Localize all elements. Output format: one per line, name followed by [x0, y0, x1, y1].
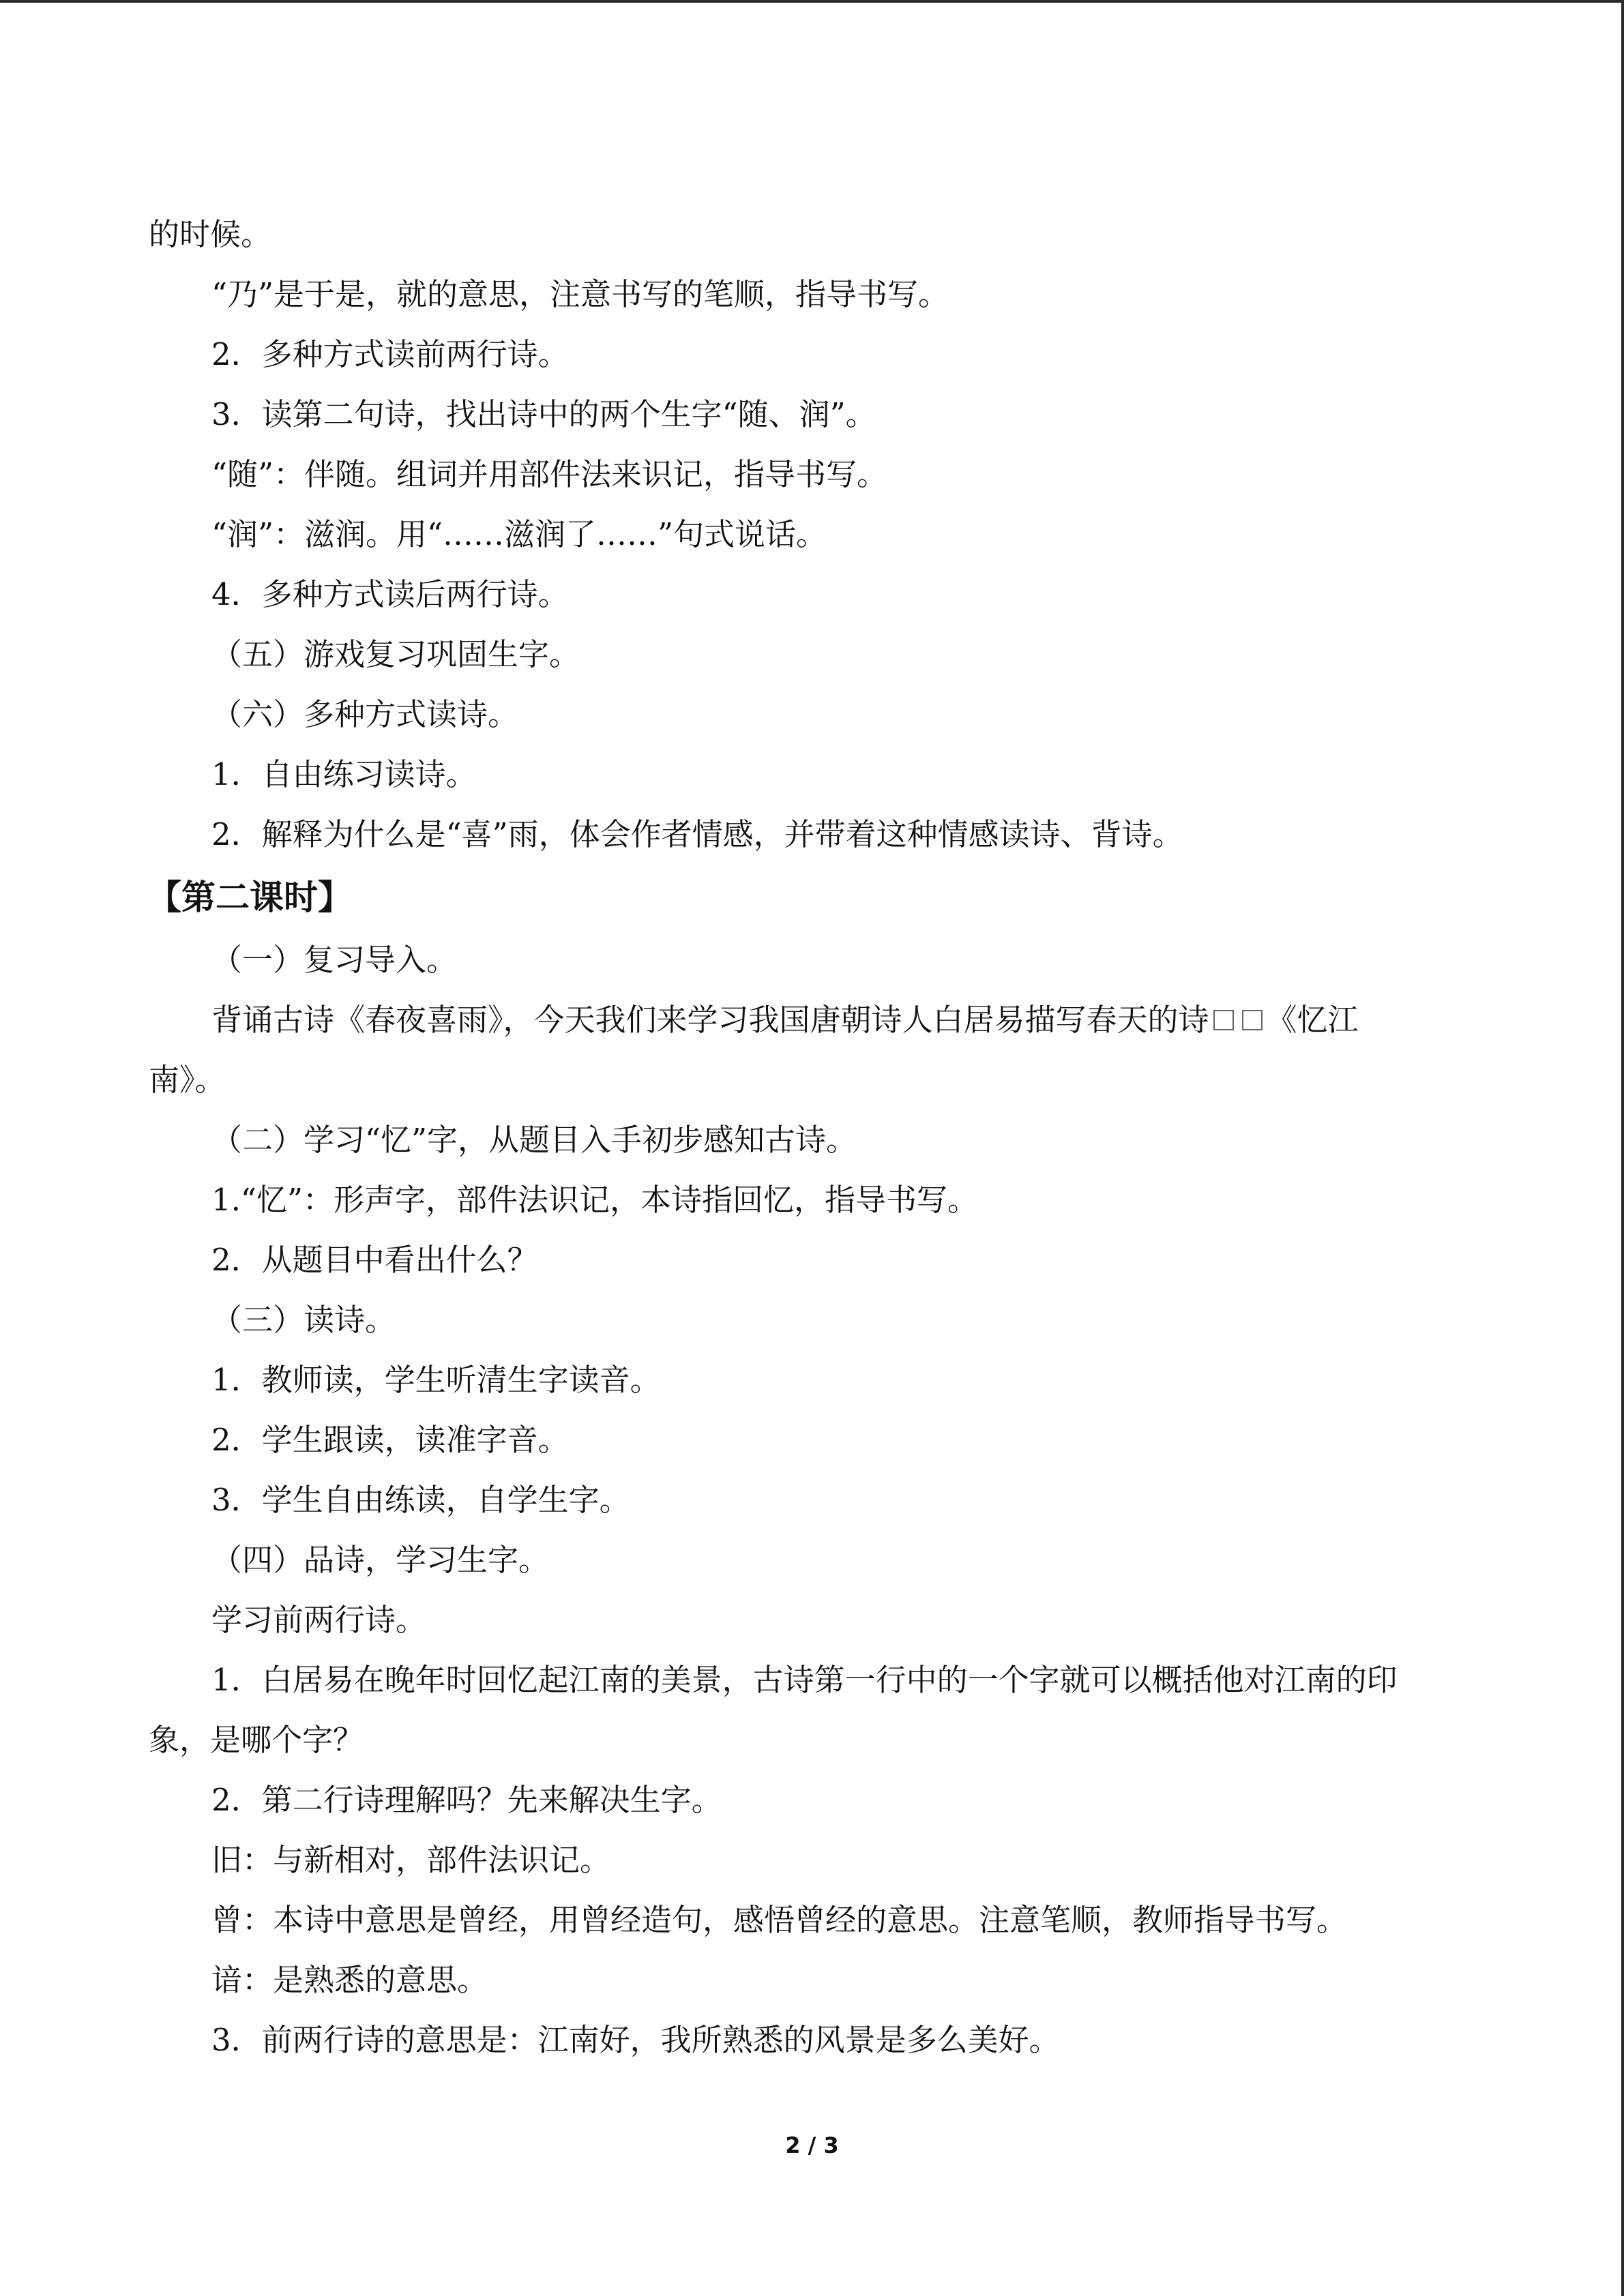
placeholder-box-icon: [1213, 1010, 1234, 1030]
text-line: 学习前两行诗。: [211, 1602, 427, 1638]
placeholder-box-icon: [1242, 1010, 1263, 1030]
text-line: 2．解释为什么是“喜”雨，体会作者情感，并带着这种情感读诗、背诗。: [211, 816, 1183, 852]
text-line: 2．学生跟读，读准字音。: [211, 1422, 569, 1458]
text-line: “随”：伴随。组词并用部件法来识记，指导书写。: [211, 456, 888, 492]
page-border-right: [1621, 0, 1624, 2296]
text-line: 的时候。: [149, 216, 272, 252]
text-line: 南》。: [149, 1062, 226, 1098]
text-line: 1.“忆”：形声字，部件法识记，本诗指回忆，指导书写。: [211, 1182, 978, 1218]
text-line: “乃”是于是，就的意思，注意书写的笔顺，指导书写。: [211, 276, 949, 312]
review-text-after: 《忆江: [1266, 1002, 1359, 1038]
section-heading: 【第二课时】: [147, 878, 352, 917]
text-line: “润”：滋润。用“……滋润了……”句式说话。: [211, 516, 827, 552]
text-line: 谙：是熟悉的意思。: [211, 1962, 488, 1998]
text-line: （一）复习导入。: [211, 942, 458, 978]
text-line: 2．从题目中看出什么？: [211, 1242, 538, 1278]
page-border-top: [0, 0, 1624, 3]
text-line: 2．第二行诗理解吗？先来解决生字。: [211, 1782, 722, 1818]
text-line: （六）多种方式读诗。: [211, 696, 519, 732]
text-line: （二）学习“忆”字，从题目入手初步感知古诗。: [211, 1122, 857, 1158]
text-line: 旧：与新相对，部件法识记。: [211, 1842, 611, 1878]
text-line: 4．多种方式读后两行诗。: [211, 576, 569, 612]
document-body: [149, 205, 1486, 2070]
text-line: 3．读第二句诗，找出诗中的两个生字“随、润”。: [211, 396, 876, 432]
review-paragraph-line: [149, 990, 1486, 1050]
text-line: （三）读诗。: [211, 1302, 396, 1338]
text-line: 象，是哪个字？: [149, 1722, 364, 1758]
text-line: 3．学生自由练读，自学生字。: [211, 1482, 630, 1518]
review-text-before: 背诵古诗《春夜喜雨》，今天我们来学习我国唐朝诗人白居易描写春天的诗: [211, 1002, 1209, 1038]
text-line: 3．前两行诗的意思是：江南好，我所熟悉的风景是多么美好。: [211, 2022, 1060, 2058]
text-line: （四）品诗，学习生字。: [211, 1542, 550, 1578]
page-number: 2 / 3: [785, 2132, 839, 2158]
text-line: 1．自由练习读诗。: [211, 756, 477, 792]
text-line: 1．白居易在晚年时回忆起江南的美景，古诗第一行中的一个字就可以概括他对江南的印: [211, 1662, 1398, 1698]
text-line: （五）游戏复习巩固生字。: [211, 636, 580, 672]
text-line: 曾：本诗中意思是曾经，用曾经造句，感悟曾经的意思。注意笔顺，教师指导书写。: [211, 1902, 1348, 1938]
text-line: 1．教师读，学生听清生字读音。: [211, 1362, 661, 1398]
text-line: 2．多种方式读前两行诗。: [211, 336, 569, 372]
